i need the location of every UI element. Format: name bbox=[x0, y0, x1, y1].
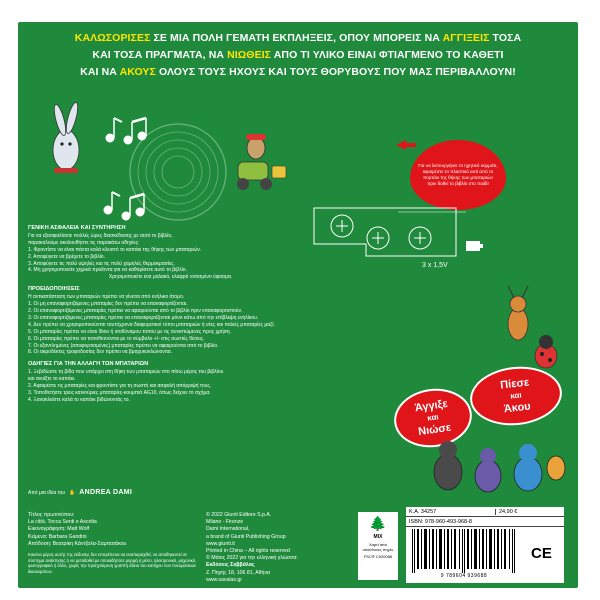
ladybug-character-icon bbox=[535, 335, 557, 368]
headline-text-3b: ΟΛΟΥΣ ΤΟΥΣ ΗΧΟΥΣ ΚΑΙ ΤΟΥΣ ΘΟΡΥΒΟΥΣ ΠΟΥ ΜΑΣ ΠΕΡΙΒΑΛΛΟΥΝ! bbox=[155, 66, 516, 78]
battery-item: 2. Αφαιρέστε τις μπαταρίες και φροντίστε για τη σωστή και ασφαλή απόρριψή τους. bbox=[28, 383, 212, 390]
credit-line: Απόδοση: Βεατρίκη Κάντζολα-Σαμπατάκου bbox=[28, 540, 127, 547]
credits-block bbox=[28, 512, 203, 574]
ean-number: 9 789604 939688 bbox=[440, 573, 488, 579]
warning-item: 2. Οι επαναφορτιζόμενες μπαταρίες πρέπει να αφαιρούνται από το βιβλίο πριν επαναφορτιστούν. bbox=[28, 307, 243, 314]
barcode-panel bbox=[406, 507, 564, 583]
warning-item: 6. Οι μπαταρίες πρέπει να τοποθετούνται με το σύμβολο +/- στις σωστές θέσεις. bbox=[28, 335, 205, 342]
headline-touch: ΑΓΓΙΞΕΙΣ bbox=[442, 32, 490, 44]
headline-feel: ΝΙΩΘΕΙΣ bbox=[227, 49, 272, 61]
brand-line bbox=[28, 489, 132, 496]
general-safety-section bbox=[28, 225, 313, 281]
badge-left-line1: Άγγιξε bbox=[414, 397, 449, 415]
badge-left-line3: Νιώσε bbox=[417, 421, 452, 439]
battery-diagram bbox=[306, 200, 486, 264]
product-price: 24,90 € bbox=[499, 508, 518, 515]
brand-prefix: Από μια ιδέα του bbox=[28, 489, 66, 496]
characters-illustration bbox=[488, 284, 568, 374]
headline-text-2b: ΑΠΟ ΤΙ ΥΛΙΚΟ ΕΙΝΑΙ ΦΤΙΑΓΜΕΝΟ ΤΟ ΚΑΘΕΤΙ bbox=[271, 49, 504, 61]
warning-item: 8. Οι ακροδέκτες τροφοδοσίας δεν πρέπει να βραχυκυκλώνονται. bbox=[28, 349, 173, 356]
publisher-copyright: © 2022 Giunti Editore S.p.A. bbox=[206, 512, 272, 518]
general-safety-title: ΓΕΝΙΚΗ ΑΣΦΑΛΕΙΑ ΚΑΙ ΣΥΝΤΗΡΗΣΗ bbox=[28, 225, 126, 231]
code-price-row bbox=[406, 507, 564, 517]
battery-item: 1. Ξεβιδώστε τη βίδα που υπάρχει στη θήκη των μπαταριών στο πίσω μέρος του βιβλίου bbox=[28, 369, 224, 376]
battery-item: 3. Τοποθετήστε τρεις καινούριες μπαταρίες-κουμπιά AG10, όπως δείχνει το σχήμα. bbox=[28, 389, 211, 396]
warning-item: 4. Δεν πρέπει να χρησιμοποιούνται ταυτόχρονα διαφορετικοί τύποι μπαταριών ή νέες και παλιές μπαταρίες μαζί. bbox=[28, 321, 275, 328]
safety-item: 4. Μη χρησιμοποιείτε χημικά προϊόντα για να καθαρίσετε αυτό το βιβλίο. bbox=[28, 267, 187, 274]
badge-left-line2: και bbox=[426, 412, 440, 423]
fsc-code: FSC® C020056 bbox=[363, 554, 393, 559]
isbn-row bbox=[406, 517, 564, 527]
publisher-city: Milano - Firenze bbox=[206, 519, 244, 526]
headline-hear: ΑΚΟΥΣ bbox=[119, 66, 156, 78]
battery-item: 4. Ξανακλείστε καλά το καπάκι βιδώνοντάς το. bbox=[28, 396, 130, 403]
voltage-label: 3 x 1,5V bbox=[422, 262, 448, 269]
speech-bubble-text: Για να λειτουργήσει το ηχητικό κομμάτι, αφαιρέστε το πλαστικό αυτί από το πορτάκι της θήκης των μπαταριών πριν δοθεί το βιβλίο στο παιδί! bbox=[418, 163, 498, 186]
badge-right-line3: Άκου bbox=[503, 400, 532, 416]
scooter-character-icon bbox=[237, 134, 286, 190]
greek-site: www.savalas.gr bbox=[206, 576, 243, 583]
arrow-icon bbox=[396, 140, 416, 150]
brand-name: ANDREA DAMI bbox=[79, 489, 133, 496]
bunny-character-icon bbox=[52, 102, 80, 173]
greek-copyright: © Μάιος 2022 για την ελληνική γλώσσα: bbox=[206, 555, 298, 562]
headline-text-1b: ΤΟΣΑ bbox=[489, 32, 522, 44]
publisher-block bbox=[206, 512, 346, 584]
barcode-icon bbox=[410, 529, 518, 573]
music-note-icon bbox=[104, 118, 146, 220]
safety-intro-2: παρακαλούμε ακολουθήστε τις παρακάτω οδηγίες: bbox=[28, 239, 140, 246]
badge-right-line2: και bbox=[509, 390, 523, 401]
warning-item: 1. Οι μη επαναφορτιζόμενες μπαταρίες δεν πρέπει να επαναφορτίζονται. bbox=[28, 301, 188, 308]
credit-line: Εικονογράφηση: Matt Wolf bbox=[28, 526, 90, 533]
headline-text-3: ΚΑΙ ΝΑ bbox=[80, 66, 120, 78]
headline-welcome: ΚΑΛΩΣΟΡΙΣΕΣ bbox=[74, 32, 151, 44]
headline-text-1: ΣΕ ΜΙΑ ΠΟΛΗ ΓΕΜΑΤΗ ΕΚΠΛΗΞΕΙΣ, ΟΠΟΥ ΜΠΟΡΕΙΣ ΝΑ bbox=[150, 32, 443, 44]
fsc-mix: MIX bbox=[373, 534, 383, 540]
credit-line: La città. Tocca Senti e Ascolta bbox=[28, 519, 97, 526]
battery-title: ΟΔΗΓΙΕΣ ΓΙΑ ΤΗΝ ΑΛΛΑΓΗ ΤΩΝ ΜΠΑΤΑΡΙΩΝ bbox=[28, 361, 149, 368]
badge-right-line1: Πίεσε bbox=[499, 376, 530, 392]
hand-logo-icon: ✋ bbox=[69, 489, 76, 496]
publisher-group: a brand of Giunti Publishing Group bbox=[206, 533, 286, 540]
credit-line: Τίτλος πρωτοτύπου: bbox=[28, 512, 75, 518]
warnings-section bbox=[28, 286, 313, 356]
greek-address: Ζ. Πηγής 18, 106 81, Αθήνα bbox=[206, 569, 271, 576]
warnings-intro: Η αντικατάσταση των μπαταριών πρέπει να γίνεται από ενήλικο άτομο. bbox=[28, 294, 185, 301]
battery-cell-icon bbox=[466, 241, 483, 251]
safety-note: Χρησιμοποιείτε ένα μαλακό, ελαφρά νοτισμένο ύφασμα. bbox=[108, 274, 233, 281]
safety-item: 2. Αποφύγετε να βρέχετε το βιβλίο. bbox=[28, 253, 105, 260]
instructions-column bbox=[28, 225, 313, 409]
ce-mark: CE bbox=[531, 545, 552, 562]
fsc-label bbox=[358, 512, 398, 580]
warning-item: 3. Οι επαναφορτιζόμενες μπαταρίες πρέπει να επαναφορτίζονται μόνο κάτω από την επίβλεψη ενηλίκου. bbox=[28, 314, 259, 321]
publisher-company: Dami International, bbox=[206, 526, 250, 533]
fsc-text: Χαρτί από υπεύθυνες πηγές bbox=[362, 542, 394, 552]
battery-section bbox=[28, 361, 313, 403]
back-cover bbox=[18, 22, 578, 588]
safety-intro-1: Για να εξασφαλίσετε πολλές ώρες διασκέδασης με αυτό το βιβλίο, bbox=[28, 232, 173, 239]
insects-group-illustration bbox=[418, 420, 568, 500]
isbn-text: ISBN: 978-960-493-968-8 bbox=[409, 518, 472, 525]
headline bbox=[28, 30, 568, 81]
publisher-printed: Printed in China – All rights reserved bbox=[206, 548, 290, 555]
credit-line: Κείμενα: Barbara Gandini bbox=[28, 533, 87, 540]
product-code: Κ.Α. 34257 bbox=[406, 509, 496, 515]
legal-notice: Κανένα μέρος αυτής της έκδοσης δεν επιτρέπεται να αναπαραχθεί, να αποθηκευτεί σε σύστημα ανάκτησης ή να μεταδοθεί με οποιαδήποτε μορφή ή μέσο, ηλεκτρονικό, μηχανικό, φωτογραφικό ή άλλο, χωρίς την προηγούμενη γραπτή άδεια του κατόχου των πνευματικών δικαιωμάτων. bbox=[28, 552, 197, 574]
warnings-title: ΠΡΟΕΙΔΟΠΟΙΗΣΕΙΣ bbox=[28, 286, 80, 293]
battery-item: και ανοίξτε το καπάκι. bbox=[28, 376, 76, 383]
headline-text-2: ΚΑΙ ΤΟΣΑ ΠΡΑΓΜΑΤΑ, ΝΑ bbox=[92, 49, 228, 61]
safety-item: 1. Φροντίστε να είναι πάντα καλά κλειστό το καπάκι της θήκης των μπαταριών. bbox=[28, 246, 202, 253]
greek-publisher: Εκδόσεις Σαββάλας bbox=[206, 562, 255, 569]
warning-item: 5. Οι μπαταρίες πρέπει να είναι ίδιου ή ισοδύναμου τύπου με τις συνιστώμενες προς χρήση. bbox=[28, 328, 232, 335]
safety-item: 3. Αποφύγετε τις πολύ υψηλές και τις πολύ χαμηλές θερμοκρασίες. bbox=[28, 260, 175, 267]
warning-item: 7. Οι εξαντλημένες (αποφορτισμένες) μπαταρίες πρέπει να αφαιρούνται από το βιβλίο. bbox=[28, 342, 219, 349]
grasshopper-character-icon bbox=[508, 286, 528, 340]
publisher-web: www.giunti.it bbox=[206, 540, 235, 547]
fsc-tree-icon: 🌲 bbox=[369, 515, 387, 531]
sound-illustration bbox=[38, 92, 298, 222]
